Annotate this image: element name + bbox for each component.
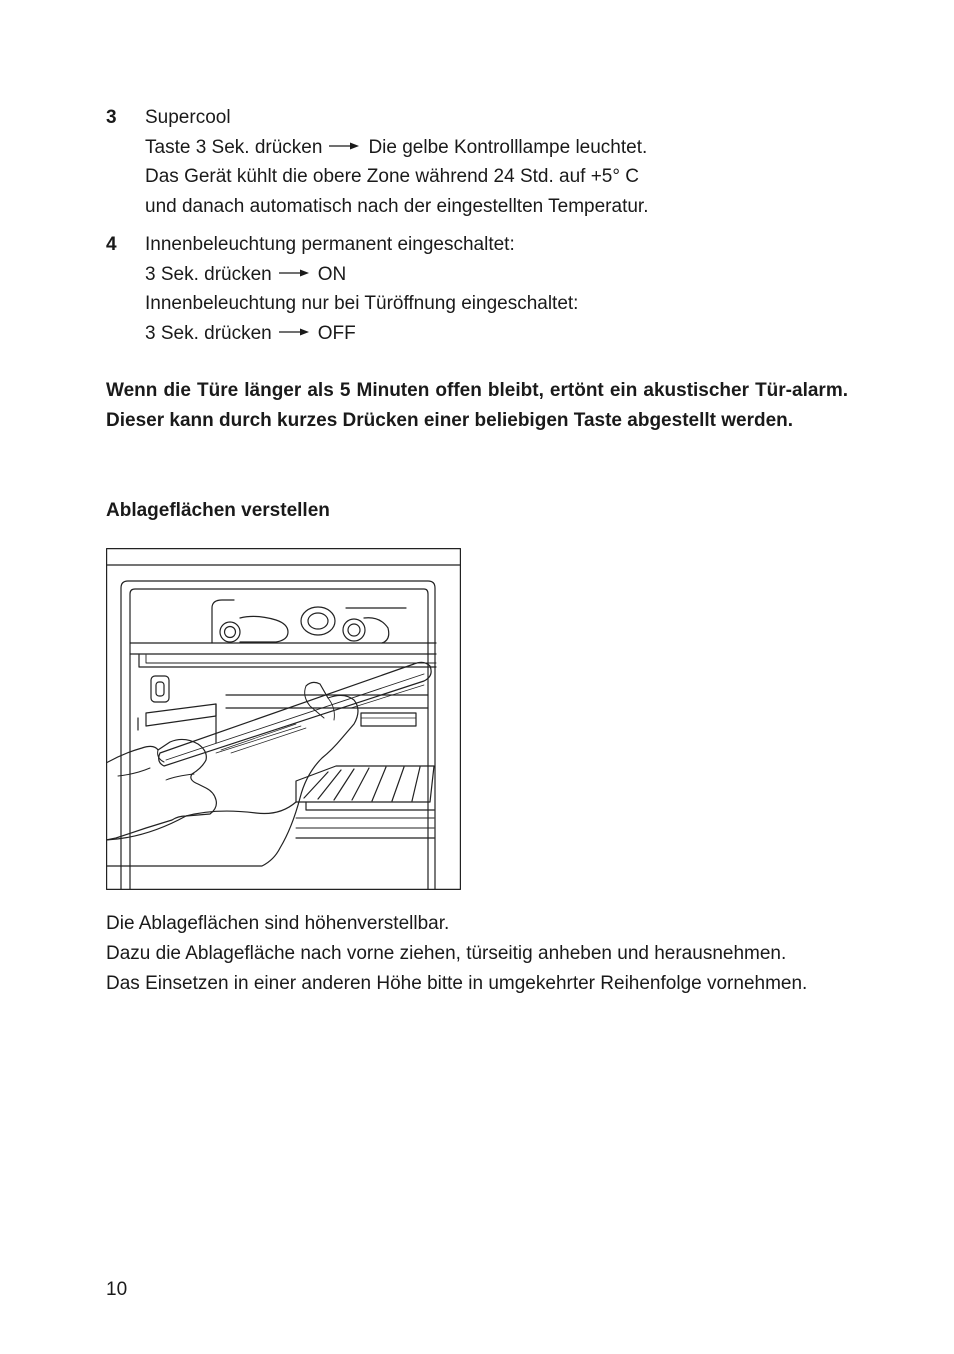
step-prefix: 3 Sek. drücken [145, 263, 272, 285]
door-alarm-warning: Wenn die Türe länger als 5 Minuten offen bleibt, ertönt ein akustischer Tür-alarm. Dieser kann durch kurzes Drücken einer beliebigen Taste abgestellt werden. [106, 380, 848, 431]
step-prefix: Taste 3 Sek. drücken [145, 136, 323, 158]
item-step [145, 319, 866, 349]
right-arrow-icon [329, 141, 359, 151]
shelf-adjustment-illustration [106, 548, 461, 890]
item-body [145, 230, 866, 348]
section-heading: Ablageflächen verstellen [106, 500, 330, 521]
right-arrow-icon [279, 327, 309, 337]
item-step [145, 133, 866, 163]
item-text: Das Gerät kühlt die obere Zone während 24 Std. auf +5° C [145, 166, 639, 187]
item-text: Innenbeleuchtung nur bei Türöffnung eingeschaltet: [145, 293, 579, 314]
description-line: Das Einsetzen in einer anderen Höhe bitte in umgekehrter Reihenfolge vornehmen. [106, 973, 808, 994]
page-number: 10 [106, 1279, 128, 1300]
item-step [145, 260, 866, 290]
description-line: Die Ablageflächen sind höhenverstellbar. [106, 913, 450, 934]
item-body [145, 103, 866, 221]
step-prefix: 3 Sek. drücken [145, 322, 272, 344]
description [106, 909, 807, 999]
step-result: Die gelbe Kontrolllampe leuchtet. [368, 136, 648, 158]
description-line: Dazu die Ablagefläche nach vorne ziehen, türseitig anheben und herausnehmen. [106, 943, 787, 964]
item-number: 4 [106, 234, 117, 255]
item-text: und danach automatisch nach der eingestellten Temperatur. [145, 195, 649, 217]
item-title: Supercool [145, 107, 231, 128]
item-number: 3 [106, 107, 117, 128]
step-result: ON [317, 263, 347, 285]
instruction-item-3 [106, 103, 866, 221]
right-arrow-icon [279, 268, 309, 278]
step-result: OFF [317, 322, 356, 344]
item-text: Innenbeleuchtung permanent eingeschaltet: [145, 234, 515, 255]
instruction-item-4 [106, 230, 866, 348]
